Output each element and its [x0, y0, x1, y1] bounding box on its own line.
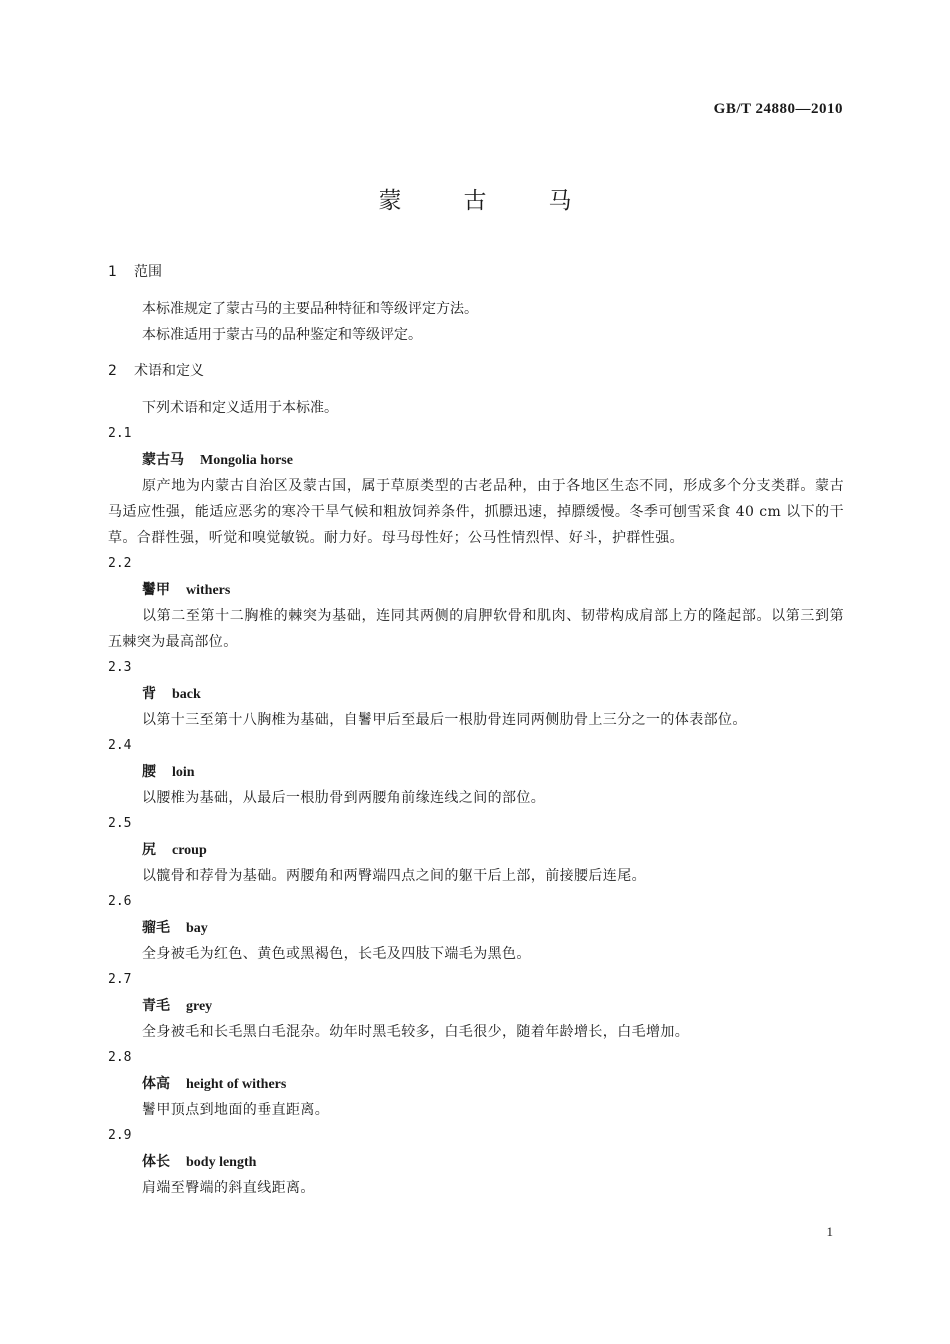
term-zh: 鬐甲	[142, 582, 170, 598]
term-number: 2.4	[108, 738, 132, 753]
term-entry	[108, 447, 844, 473]
section-title: 范围	[134, 264, 162, 280]
term-definition: 肩端至臀端的斜直线距离。	[142, 1180, 315, 1196]
term-zh: 蒙古马	[142, 452, 184, 468]
term-number: 2.1	[108, 426, 132, 441]
paragraph: 下列术语和定义适用于本标准。	[142, 400, 338, 416]
term-zh: 尻	[142, 842, 156, 858]
term-number: 2.3	[108, 660, 132, 675]
term-en: height of withers	[186, 1077, 287, 1092]
term-entry	[108, 1149, 844, 1175]
term-number: 2.7	[108, 972, 132, 987]
term-en: back	[172, 687, 201, 702]
standard-code: GB/T 24880—2010	[713, 101, 843, 117]
paragraph: 本标准适用于蒙古马的品种鉴定和等级评定。	[142, 327, 422, 343]
term-en: Mongolia horse	[200, 453, 293, 468]
term-zh: 体长	[142, 1154, 170, 1170]
term-definition: 以第二至第十二胸椎的棘突为基础，连同其两侧的肩胛软骨和肌肉、韧带构成肩部上方的隆起部。以第三到第五棘突为最高部位。	[108, 608, 844, 650]
title-char: 马	[548, 188, 572, 214]
term-zh: 骝毛	[142, 920, 170, 936]
paragraph: 本标准规定了蒙古马的主要品种特征和等级评定方法。	[142, 301, 478, 317]
term-en: grey	[186, 999, 213, 1014]
term-entry	[108, 681, 844, 707]
term-en: loin	[172, 765, 195, 780]
term-entry	[108, 577, 844, 603]
term-number: 2.8	[108, 1050, 132, 1065]
term-en: croup	[172, 843, 207, 858]
title-char: 蒙	[378, 188, 402, 214]
term-definition: 全身被毛和长毛黑白毛混杂。幼年时黑毛较多，白毛很少，随着年龄增长，白毛增加。	[142, 1024, 690, 1040]
term-number: 2.9	[108, 1128, 132, 1143]
section-number: 1	[108, 264, 117, 280]
term-zh: 体高	[142, 1076, 170, 1092]
term-entry	[108, 759, 844, 785]
document-title	[0, 182, 950, 215]
section-number: 2	[108, 363, 117, 379]
term-zh: 背	[142, 686, 156, 702]
term-entry	[108, 1071, 844, 1097]
term-entry	[108, 915, 844, 941]
section-heading-terms	[108, 358, 844, 384]
term-entry	[108, 837, 844, 863]
term-en: body length	[186, 1155, 257, 1170]
term-en: bay	[186, 921, 208, 936]
section-heading-scope	[108, 259, 844, 285]
term-definition: 全身被毛为红色、黄色或黑褐色，长毛及四肢下端毛为黑色。	[142, 946, 531, 962]
term-definition: 以腰椎为基础，从最后一根肋骨到两腰角前缘连线之间的部位。	[142, 790, 546, 806]
term-zh: 腰	[142, 764, 156, 780]
section-title: 术语和定义	[134, 363, 204, 379]
term-number: 2.2	[108, 556, 132, 571]
document-body	[108, 259, 844, 1201]
page-number: 1	[826, 1224, 833, 1239]
term-definition: 原产地为内蒙古自治区及蒙古国，属于草原类型的古老品种，由于各地区生态不同，形成多个分支类群。蒙古马适应性强，能适应恶劣的寒冷干旱气候和粗放饲养条件，抓膘迅速，掉膘缓慢。冬季可刨雪采食 40 cm 以下的干草。合群性强，听觉和嗅觉敏锐。耐力好。母马母性好；公马性情烈悍、好斗，护群性强。	[108, 478, 844, 546]
term-zh: 青毛	[142, 998, 170, 1014]
term-entry	[108, 993, 844, 1019]
term-number: 2.6	[108, 894, 132, 909]
term-definition: 以第十三至第十八胸椎为基础，自鬐甲后至最后一根肋骨连同两侧肋骨上三分之一的体表部位。	[142, 712, 747, 728]
title-char: 古	[463, 188, 487, 214]
term-definition: 以髋骨和荐骨为基础。两腰角和两臀端四点之间的躯干后上部，前接腰后连尾。	[142, 868, 646, 884]
term-number: 2.5	[108, 816, 132, 831]
term-definition: 鬐甲顶点到地面的垂直距离。	[142, 1102, 330, 1118]
term-en: withers	[186, 583, 231, 598]
